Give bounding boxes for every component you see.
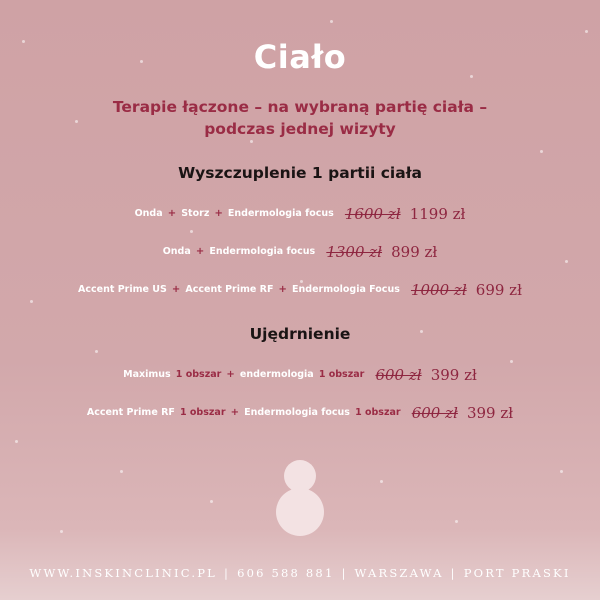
- treatment-name: Accent Prime US: [78, 284, 167, 295]
- treatment-name: Endermologia focus: [209, 246, 316, 257]
- offer-row: [0, 402, 600, 422]
- phone-number[interactable]: 606 588 881: [237, 566, 335, 580]
- offer-row: [0, 203, 600, 223]
- new-price: 699 zł: [475, 280, 522, 299]
- area-label: 1 obszar: [355, 407, 401, 418]
- offer-row: [0, 279, 600, 299]
- section-heading-slimming: Wyszczuplenie 1 partii ciała: [178, 164, 422, 182]
- new-price: 399 zł: [466, 403, 514, 422]
- old-price: 1300 zł: [326, 242, 383, 261]
- offer-row: [0, 241, 600, 261]
- old-price: 1600 zł: [344, 204, 401, 223]
- treatment-name: Accent Prime RF: [185, 284, 274, 295]
- footer-contact-bar: [0, 566, 600, 580]
- location-label: PORT PRASKI: [463, 566, 571, 580]
- footer-separator: |: [224, 566, 231, 580]
- footer-separator: |: [341, 566, 348, 580]
- subtitle-line-2: podczas jednej wizyty: [204, 120, 396, 138]
- treatment-name: Accent Prime RF: [86, 407, 175, 418]
- treatment-name: Onda: [134, 208, 163, 219]
- offer-row: [0, 364, 600, 384]
- area-label: 1 obszar: [179, 407, 226, 418]
- treatment-name: Endermologia focus: [244, 407, 350, 418]
- treatment-name: endermologia: [239, 369, 314, 380]
- website-link[interactable]: WWW.INSKINCLINIC.PL: [29, 566, 218, 580]
- page-title: Ciało: [253, 38, 347, 76]
- footer-separator: |: [450, 566, 457, 580]
- old-price: 600 zł: [411, 403, 458, 422]
- treatment-name: Maximus: [123, 369, 171, 380]
- treatment-name: Endermologia Focus: [292, 284, 400, 295]
- old-price: 600 zł: [375, 365, 422, 384]
- logo-large-circle: [276, 488, 324, 536]
- city-label: WARSZAWA: [354, 566, 444, 580]
- treatment-name: Endermologia focus: [227, 208, 334, 219]
- plus-sign: +: [214, 208, 223, 219]
- new-price: 899 zł: [391, 242, 438, 261]
- plus-sign: +: [171, 284, 181, 295]
- plus-sign: +: [195, 246, 205, 257]
- plus-sign: +: [226, 369, 235, 380]
- new-price: 399 zł: [430, 365, 477, 384]
- area-label: 1 obszar: [175, 369, 222, 380]
- treatment-name: Storz: [181, 208, 210, 219]
- area-label: 1 obszar: [318, 369, 365, 380]
- inskin-circles-logo-icon: [276, 460, 324, 538]
- subtitle: [0, 96, 600, 140]
- section-heading-firming: Ujędrnienie: [249, 325, 351, 343]
- plus-sign: +: [278, 284, 287, 295]
- treatment-name: Onda: [162, 246, 191, 257]
- plus-sign: +: [167, 208, 177, 219]
- plus-sign: +: [230, 407, 239, 418]
- new-price: 1199 zł: [409, 204, 466, 223]
- old-price: 1000 zł: [410, 280, 467, 299]
- subtitle-line-1: Terapie łączone – na wybraną partię ciała –: [112, 98, 488, 116]
